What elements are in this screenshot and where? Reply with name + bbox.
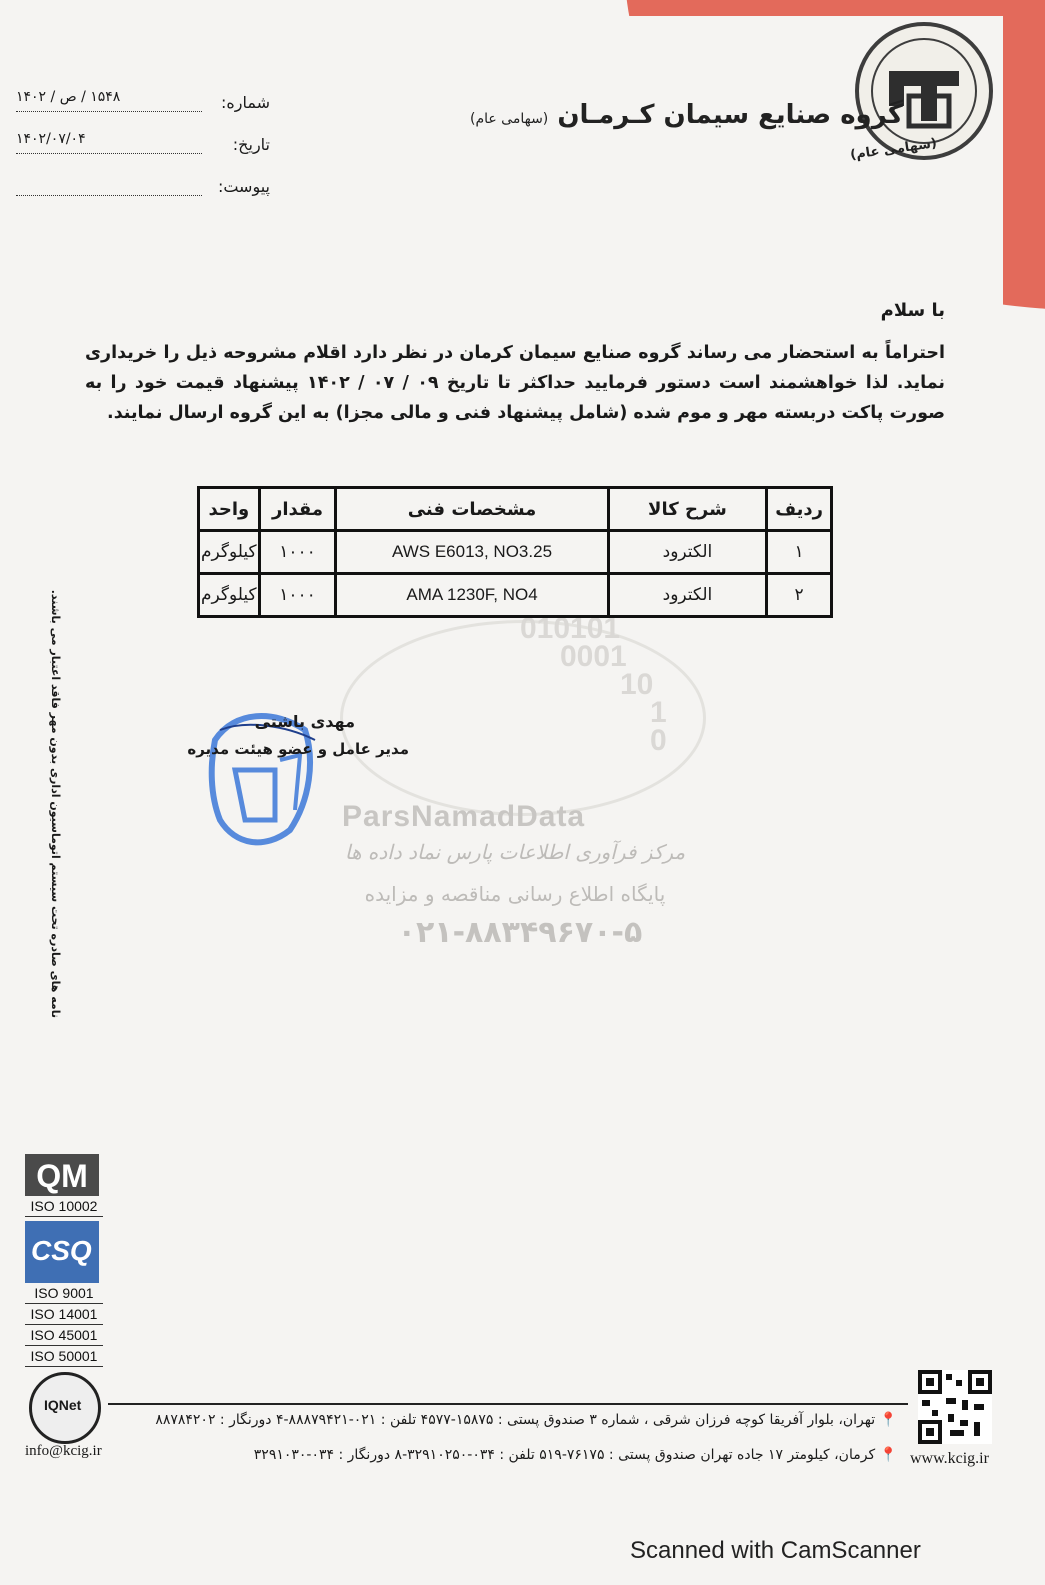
signatory-name: مهدی باشتی	[254, 712, 355, 731]
cell-spec: AWS E6013, NO3.25	[336, 531, 608, 574]
iso-14001: ISO 14001	[25, 1304, 103, 1325]
side-note-text: نامه های صادره تحت سیستم اتوماسیون اداری بدون مهر فاقد اعتبار می باشند.	[49, 589, 62, 1018]
watermark-digit-line: 10	[620, 668, 654, 701]
watermark-brand: ParsNamadData	[342, 800, 586, 833]
attachment-row	[10, 154, 270, 196]
iso-50001: ISO 50001	[25, 1346, 103, 1367]
iso-9001: ISO 9001	[25, 1283, 103, 1304]
header-spec: مشخصات فنی	[336, 488, 608, 531]
number-value: ۱۵۴۸ / ص / ۱۴۰۲	[16, 89, 202, 112]
watermark-digits	[520, 612, 667, 757]
date-row	[10, 112, 270, 154]
qr-code-icon	[918, 1370, 992, 1444]
cell-unit: کیلوگرم	[199, 531, 260, 574]
watermark-line2: پایگاه اطلاع رسانی مناقصه و مزایده	[364, 882, 666, 906]
watermark-phone: ۰۲۱-۸۸۳۴۹۶۷۰-۵	[397, 915, 643, 950]
kerman-address-text: کرمان، کیلومتر ۱۷ جاده تهران صندوق پستی : ۷۶۱۷۵-۵۱۹ تلفن : ۰۳۴-۳۲۹۱۰۲۵۰-۸ دورنگار : ۰۳۴-۳۲۹۱۰۳۰	[253, 1447, 876, 1463]
date-label: تاریخ:	[232, 135, 270, 154]
letter-body: احتراماً به استحضار می رساند گروه صنایع سیمان کرمان در نظر دارد اقلام مشروحه ذیل را خریداری نماید. لذا خواهشمند است دستور فرمایید حداکثر تا تاریخ ۰۹ / ۰۷ / ۱۴۰۲ پیشنهاد قیمت خود را به صورت پاکت دربسته مهر و موم شده (شامل پیشنهاد فنی و مالی مجزا) به این گروه ارسال نمایند.	[85, 343, 945, 423]
iso-45001: ISO 45001	[25, 1325, 103, 1346]
table-row	[199, 531, 832, 574]
qm-label: QM	[36, 1158, 88, 1194]
csq-label: CSQ	[31, 1235, 92, 1266]
items-table	[197, 486, 833, 618]
website-address: www.kcig.ir	[910, 1450, 989, 1467]
qm-logo	[25, 1154, 99, 1196]
location-pin-icon: 📍	[879, 1412, 897, 1428]
attachment-value	[16, 173, 202, 196]
header-unit: واحد	[199, 488, 260, 531]
cell-row-number: ۱	[767, 531, 832, 574]
iqnet-label: IQNet	[44, 1397, 82, 1413]
table-row	[199, 574, 832, 617]
watermark-line1: مرکز فرآوری اطلاعات پارس نماد داده ها	[344, 840, 686, 864]
kerman-address	[254, 1447, 897, 1463]
header-quantity: مقدار	[259, 488, 336, 531]
location-pin-icon: 📍	[879, 1447, 897, 1463]
certifications	[25, 1154, 103, 1367]
iso-10002: ISO 10002	[25, 1196, 103, 1217]
csq-logo	[25, 1221, 99, 1283]
header-row-number: ردیف	[767, 488, 832, 531]
watermark-digit-line: 0	[650, 724, 667, 757]
watermark-digit-line: 1	[650, 696, 667, 729]
number-label: شماره:	[220, 93, 270, 112]
cell-quantity: ۱۰۰۰	[259, 531, 336, 574]
greeting: با سلام	[880, 300, 945, 321]
table-header-row	[199, 488, 832, 531]
date-value: ۱۴۰۲/۰۷/۰۴	[16, 131, 202, 154]
scanner-note: Scanned with CamScanner	[630, 1537, 921, 1564]
signatory-title: مدیر عامل و عضو هیئت مدیره	[187, 740, 409, 758]
cell-quantity: ۱۰۰۰	[259, 574, 336, 617]
company-name	[470, 100, 903, 130]
letter-meta	[10, 70, 270, 196]
footer-divider	[108, 1403, 908, 1405]
cell-description: الکترود	[608, 531, 766, 574]
tehran-address	[155, 1412, 897, 1428]
tehran-address-text: تهران، بلوار آفریقا کوچه فرزان شرقی ، شماره ۳ صندوق پستی : ۱۵۸۷۵-۴۵۷۷ تلفن : ۰۲۱-۸۸۸۷۹۴۲۱-۴ دورنگار : ۸۸۷۸۴۲۰۲	[155, 1412, 876, 1428]
cell-description: الکترود	[608, 574, 766, 617]
email-address: info@kcig.ir	[25, 1443, 102, 1459]
watermark-digit-line: 010101	[520, 612, 621, 645]
logo-caption: (سهامی عام)	[849, 136, 938, 163]
side-note	[48, 589, 68, 1018]
cell-row-number: ۲	[767, 574, 832, 617]
iqnet-logo	[29, 1372, 101, 1444]
number-row	[10, 70, 270, 112]
company-name-text: گروه صنایع سیمان کـرمـان	[557, 100, 903, 130]
watermark-digit-line: 0001	[560, 640, 627, 673]
cell-spec: AMA 1230F, NO4	[336, 574, 608, 617]
header-description: شرح کالا	[608, 488, 766, 531]
cell-unit: کیلوگرم	[199, 574, 260, 617]
attachment-label: پیوست:	[217, 177, 270, 196]
company-type: (سهامی عام)	[469, 111, 549, 127]
